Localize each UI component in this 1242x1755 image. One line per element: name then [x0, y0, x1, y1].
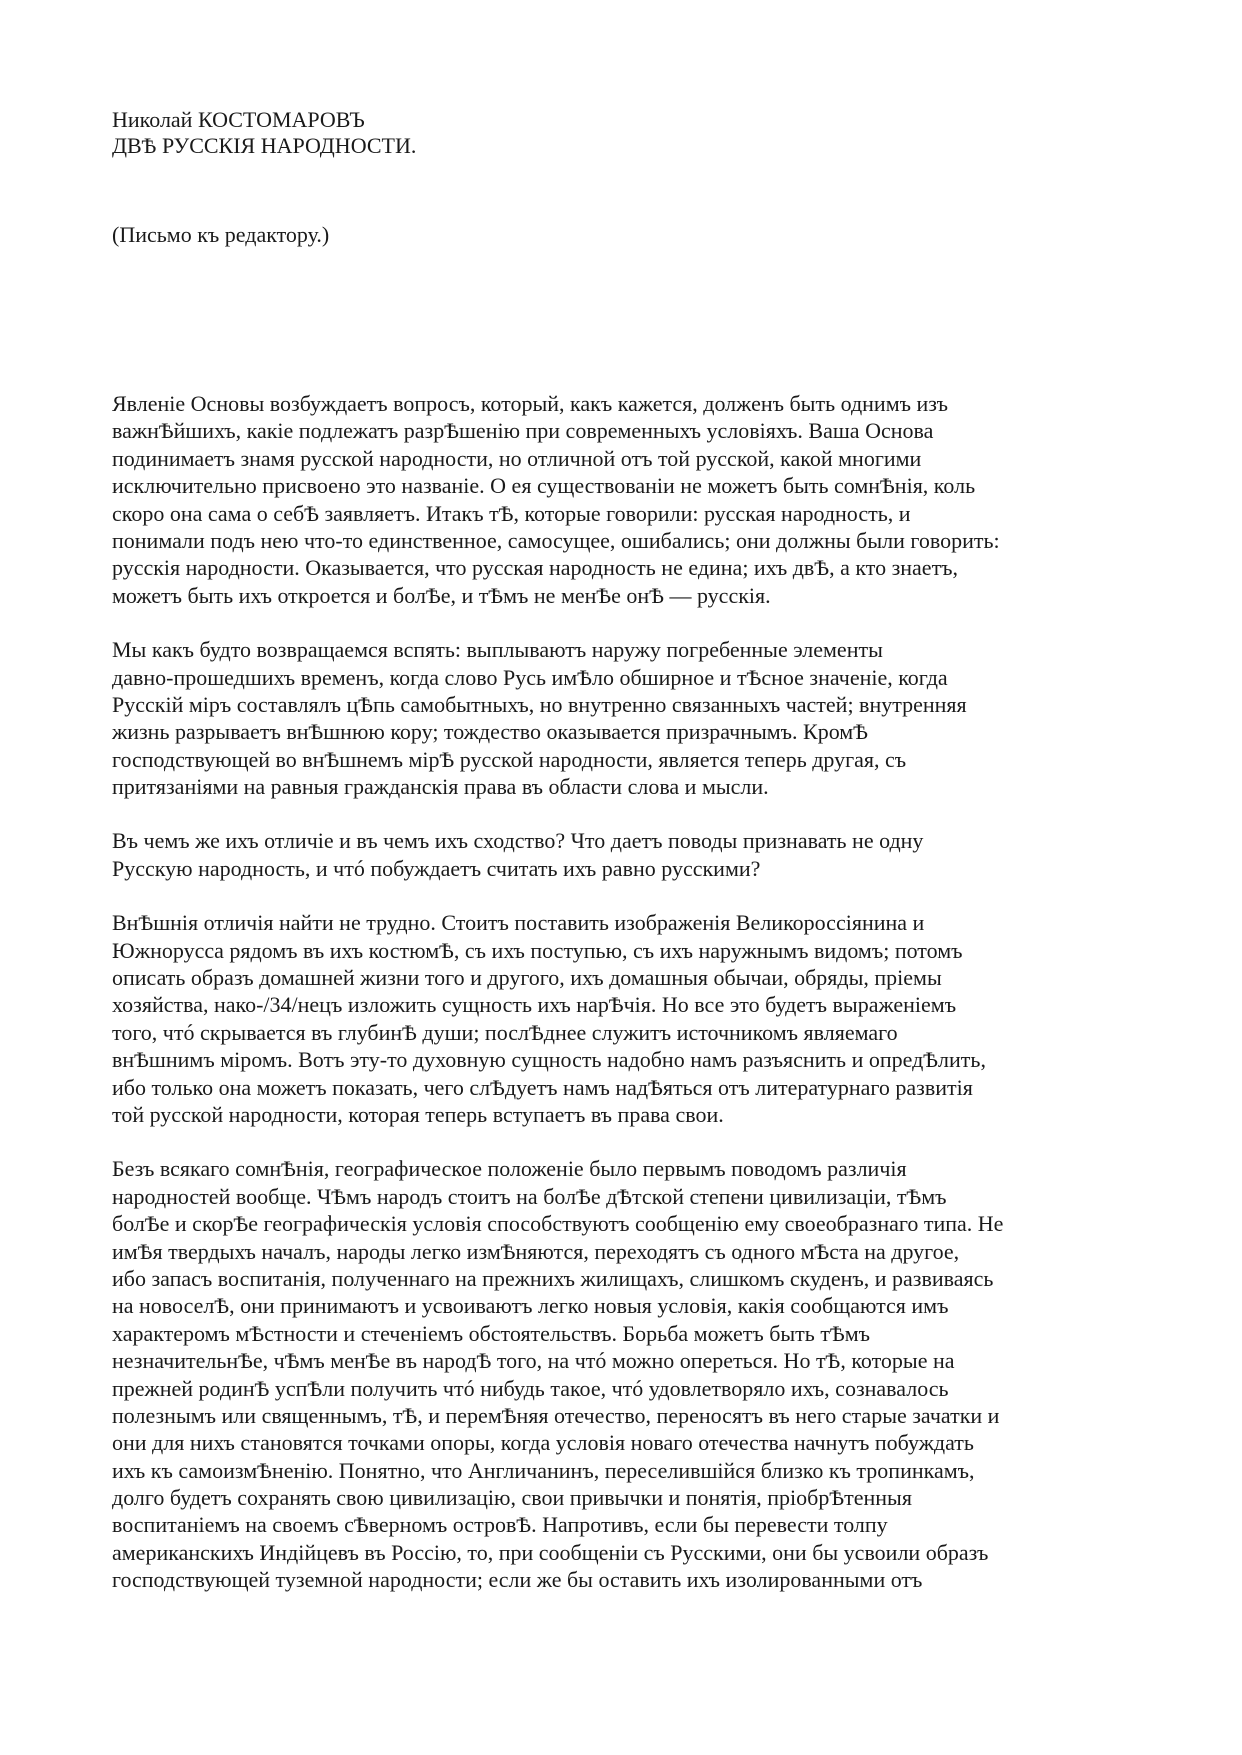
- text-line: на новоселѢ, они принимаютъ и усвоиваютъ легко новыя условія, какія сообщаются имъ: [112, 1293, 949, 1319]
- text-line: незначительнѢе, чѢмъ менѢе въ народѢ того, на чтó можно опереться. Но тѢ, которые на: [112, 1348, 955, 1374]
- text-line: Явленіе Основы возбуждаетъ вопросъ, который, какъ кажется, долженъ быть однимъ изъ: [112, 391, 948, 416]
- text-line: русскія народности. Оказывается, что русская народность не едина; ихъ двѢ, а кто знаетъ,: [112, 555, 959, 581]
- text-line: долго будетъ сохранять свою цивилизацію, свои привычки и понятія, пріобрѢтенныя: [112, 1485, 912, 1511]
- text-line: жизнь разрываетъ внѢшнюю кору; тождество оказывается призрачнымъ. КромѢ: [112, 719, 868, 745]
- text-line: характеромъ мѢстности и стеченіемъ обстоятельствъ. Борьба можетъ быть тѢмъ: [112, 1320, 871, 1346]
- text-line: они для нихъ становятся точками опоры, когда условія новаго отечества начнутъ побуждать: [112, 1430, 974, 1456]
- text-line: описать образъ домашней жизни того и другого, ихъ домашныя обычаи, обряды, пріемы: [112, 965, 942, 991]
- text-line: прежней родинѢ успѢли получить чтó нибудь такое, чтó удовлетворяло ихъ, сознавалось: [112, 1375, 949, 1401]
- document-header: [112, 107, 416, 159]
- text-line: Южноруссa рядомъ въ ихъ костюмѢ, съ ихъ поступью, съ ихъ наружнымъ видомъ; потомъ: [112, 937, 963, 963]
- body-text: [112, 390, 1152, 1621]
- text-line: народностей вообще. ЧѢмъ народъ стоитъ на болѢе дѢтской степени цивилизаціи, тѢмъ: [112, 1183, 947, 1209]
- author-name: Николай КОСТОМАРОВЪ: [112, 107, 365, 132]
- text-line: скоро она сама о себѢ заявляетъ. Итакъ тѢ, которые говорили: русская народность, и: [112, 500, 911, 526]
- text-line: Русскій міръ составлялъ цѢпь самобытныхъ, но внутренно связанныхъ частей; внутренняя: [112, 691, 967, 717]
- document-title: ДВѢ РУССКІЯ НАРОДНОСТИ.: [112, 133, 417, 158]
- text-line: господствующей туземной народности; если же бы оставить ихъ изолированными отъ: [112, 1567, 923, 1593]
- text-line: ВнѢшнія отличія найти не трудно. Стоитъ поставить изображенія Великороссіянина и: [112, 910, 925, 936]
- text-line: господствующей во внѢшнемъ мірѢ русской народности, является теперь другая, съ: [112, 746, 907, 772]
- paragraph: [112, 909, 1152, 1128]
- text-line: болѢе и скорѢе географическія условія способствуютъ сообщенію ему своеобразнаго типа. Не: [112, 1211, 1004, 1237]
- text-line: американскихъ Индійцевъ въ Россію, то, при сообщеніи съ Русскими, они бы усвоили образъ: [112, 1539, 989, 1565]
- paragraph: [112, 1155, 1152, 1593]
- text-line: притязаніями на равныя гражданскія права въ области слова и мысли.: [112, 774, 769, 800]
- paragraph: [112, 636, 1152, 800]
- text-line: можетъ быть ихъ откроется и болѢе, и тѢмъ не менѢе онѢ — русскія.: [112, 582, 771, 608]
- text-line: Мы какъ будто возвращаемся вспять: выплываютъ наружу погребенные элементы: [112, 637, 883, 663]
- text-line: подинимаетъ знамя русской народности, но отличной отъ той русской, какой многими: [112, 445, 922, 471]
- text-line: полезнымъ или священнымъ, тѢ, и перемѢняя отечество, переносятъ въ него старые зачатки и: [112, 1402, 1000, 1428]
- text-line: понимали подъ нею что-то единственное, самосущее, ошибались; они должны были говорить:: [112, 527, 1000, 553]
- document-subtitle: (Письмо къ редактору.): [112, 222, 330, 247]
- text-line: исключительно присвоено это названіе. О ея существованіи не можетъ быть сомнѢнія, коль: [112, 473, 976, 499]
- paragraph: [112, 390, 1152, 609]
- text-line: Въ чемъ же ихъ отличіе и въ чемъ ихъ сходство? Что даетъ поводы признавать не одну: [112, 828, 924, 854]
- text-line: ибо только она можетъ показать, чего слѢдуетъ намъ надѢяться отъ литературнаго развитія: [112, 1074, 973, 1100]
- text-line: имѢя твердыхъ началъ, народы легко измѢняются, переходятъ съ одного мѢста на другое,: [112, 1238, 960, 1264]
- text-line: важнѢйшихъ, какіе подлежатъ разрѢшенію при современныхъ условіяхъ. Ваша Основа: [112, 418, 934, 444]
- paragraph: [112, 827, 1152, 882]
- text-line: хозяйства, нако-/34/нецъ изложить сущность ихъ нарѢчія. Но все это будетъ выраженіемъ: [112, 992, 957, 1018]
- text-line: ихъ къ самоизмѢненію. Понятно, что Англичанинъ, переселившійся близко къ тропинкамъ,: [112, 1457, 975, 1483]
- text-line: воспитаніемъ на своемъ сѢверномъ островѢ. Напротивъ, если бы перевести толпу: [112, 1512, 888, 1538]
- text-line: внѢшнимъ міромъ. Вотъ эту-то духовную сущность надобно намъ разъяснить и опредѢлить,: [112, 1047, 986, 1073]
- text-line: ибо запасъ воспитанія, полученнаго на прежнихъ жилищахъ, слишкомъ скуденъ, и развиваясь: [112, 1265, 994, 1291]
- text-line: той русской народности, которая теперь вступаетъ въ права свои.: [112, 1101, 724, 1127]
- text-line: давно-прошедшихъ временъ, когда слово Русь имѢло обширное и тѢсное значеніе, когда: [112, 664, 948, 690]
- text-line: Безъ всякаго сомнѢнія, географическое положеніе было первымъ поводомъ различія: [112, 1156, 907, 1182]
- text-line: того, чтó скрывается въ глубинѢ души; послѢднее служитъ источникомъ являемаго: [112, 1019, 898, 1045]
- text-line: Русскую народность, и чтó побуждаетъ считать ихъ равно русскими?: [112, 855, 761, 881]
